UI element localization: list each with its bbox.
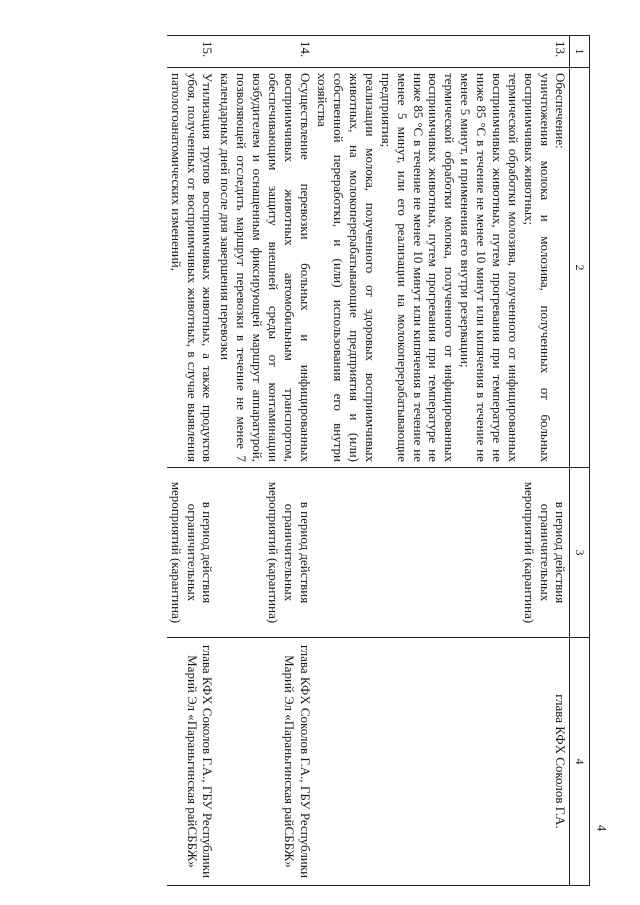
column-header-2: 2 <box>570 68 590 468</box>
measure-responsible: глава КФХ Соколов Г.А. <box>314 638 570 886</box>
table-row <box>216 36 313 886</box>
measure-period: в период действия ограничительных мероприятий (карантина) <box>216 468 313 638</box>
measure-description <box>167 68 217 468</box>
measure-line: термической обработки молока, полученного от инфицированных восприимчивых животных, путем прогревания при температуре не ниже 85 °С в течение не менее 10 минут или кипячения в течение не менее 5 минут, или его реализации на молокоперерабатывающие предприятия; <box>378 73 458 462</box>
column-header-1: 1 <box>570 36 590 68</box>
measure-line: термической обработки молозива, полученного от инфицированных восприимчивых животных, путем прогревания при температуре не ниже 85 °С в течение не менее 10 минут или кипячения в течение не менее 5 минут, и применения его внутри резервации; <box>458 73 521 462</box>
measure-period: в период действия ограничительных мероприятий (карантина) <box>314 468 570 638</box>
row-number: 15. <box>167 36 217 68</box>
measure-line: уничтожения молока и молозива, полученных от больных восприимчивых животных; <box>521 73 553 462</box>
row-number: 14. <box>216 36 313 68</box>
measure-line: Обеспечение: <box>553 73 569 149</box>
table-header-row <box>570 36 590 886</box>
measure-description <box>314 68 570 468</box>
measure-line: Осуществление перевозки больных и инфицированных восприимчивых животных автомобильным транспортом, обеспечивающим защиту внешней среды от контаминации возбудителем и оснащенным фиксирующей маршрут аппаратурой, позволяющей отследить маршрут перевозки в течение не менее 7 календарных дней после дня завершения перевозки <box>218 73 313 462</box>
measure-period: в период действия ограничительных мероприятий (карантина) <box>167 468 217 638</box>
rotated-page-content <box>50 35 590 885</box>
measure-description <box>216 68 313 468</box>
column-header-3: 3 <box>570 468 590 638</box>
measure-line: Утилизация трупов восприимчивых животных, а также продуктов убоя, полученных от восприимчивых животных, в случае выявления патологоанатомических изменений, <box>168 73 216 462</box>
measure-responsible: глава КФХ Соколов Г.А., ГБУ Республики Марий Эл «Параньгинская райСББЖ» <box>167 638 217 886</box>
page-number: 4 <box>594 824 610 832</box>
table-row <box>167 36 217 886</box>
measures-table <box>167 35 590 886</box>
measure-line: реализации молока, полученного от здоровых восприимчивых животных, на молокоперерабатывающие предприятия и (или) собственной переработки, и (или) использования его внутри хозяйства <box>315 73 379 462</box>
column-header-4: 4 <box>570 638 590 886</box>
table-row <box>314 36 570 886</box>
measure-responsible: глава КФХ Соколов Г.А., ГБУ Республики Марий Эл «Параньгинская райСББЖ» <box>216 638 313 886</box>
row-number: 13. <box>314 36 570 68</box>
